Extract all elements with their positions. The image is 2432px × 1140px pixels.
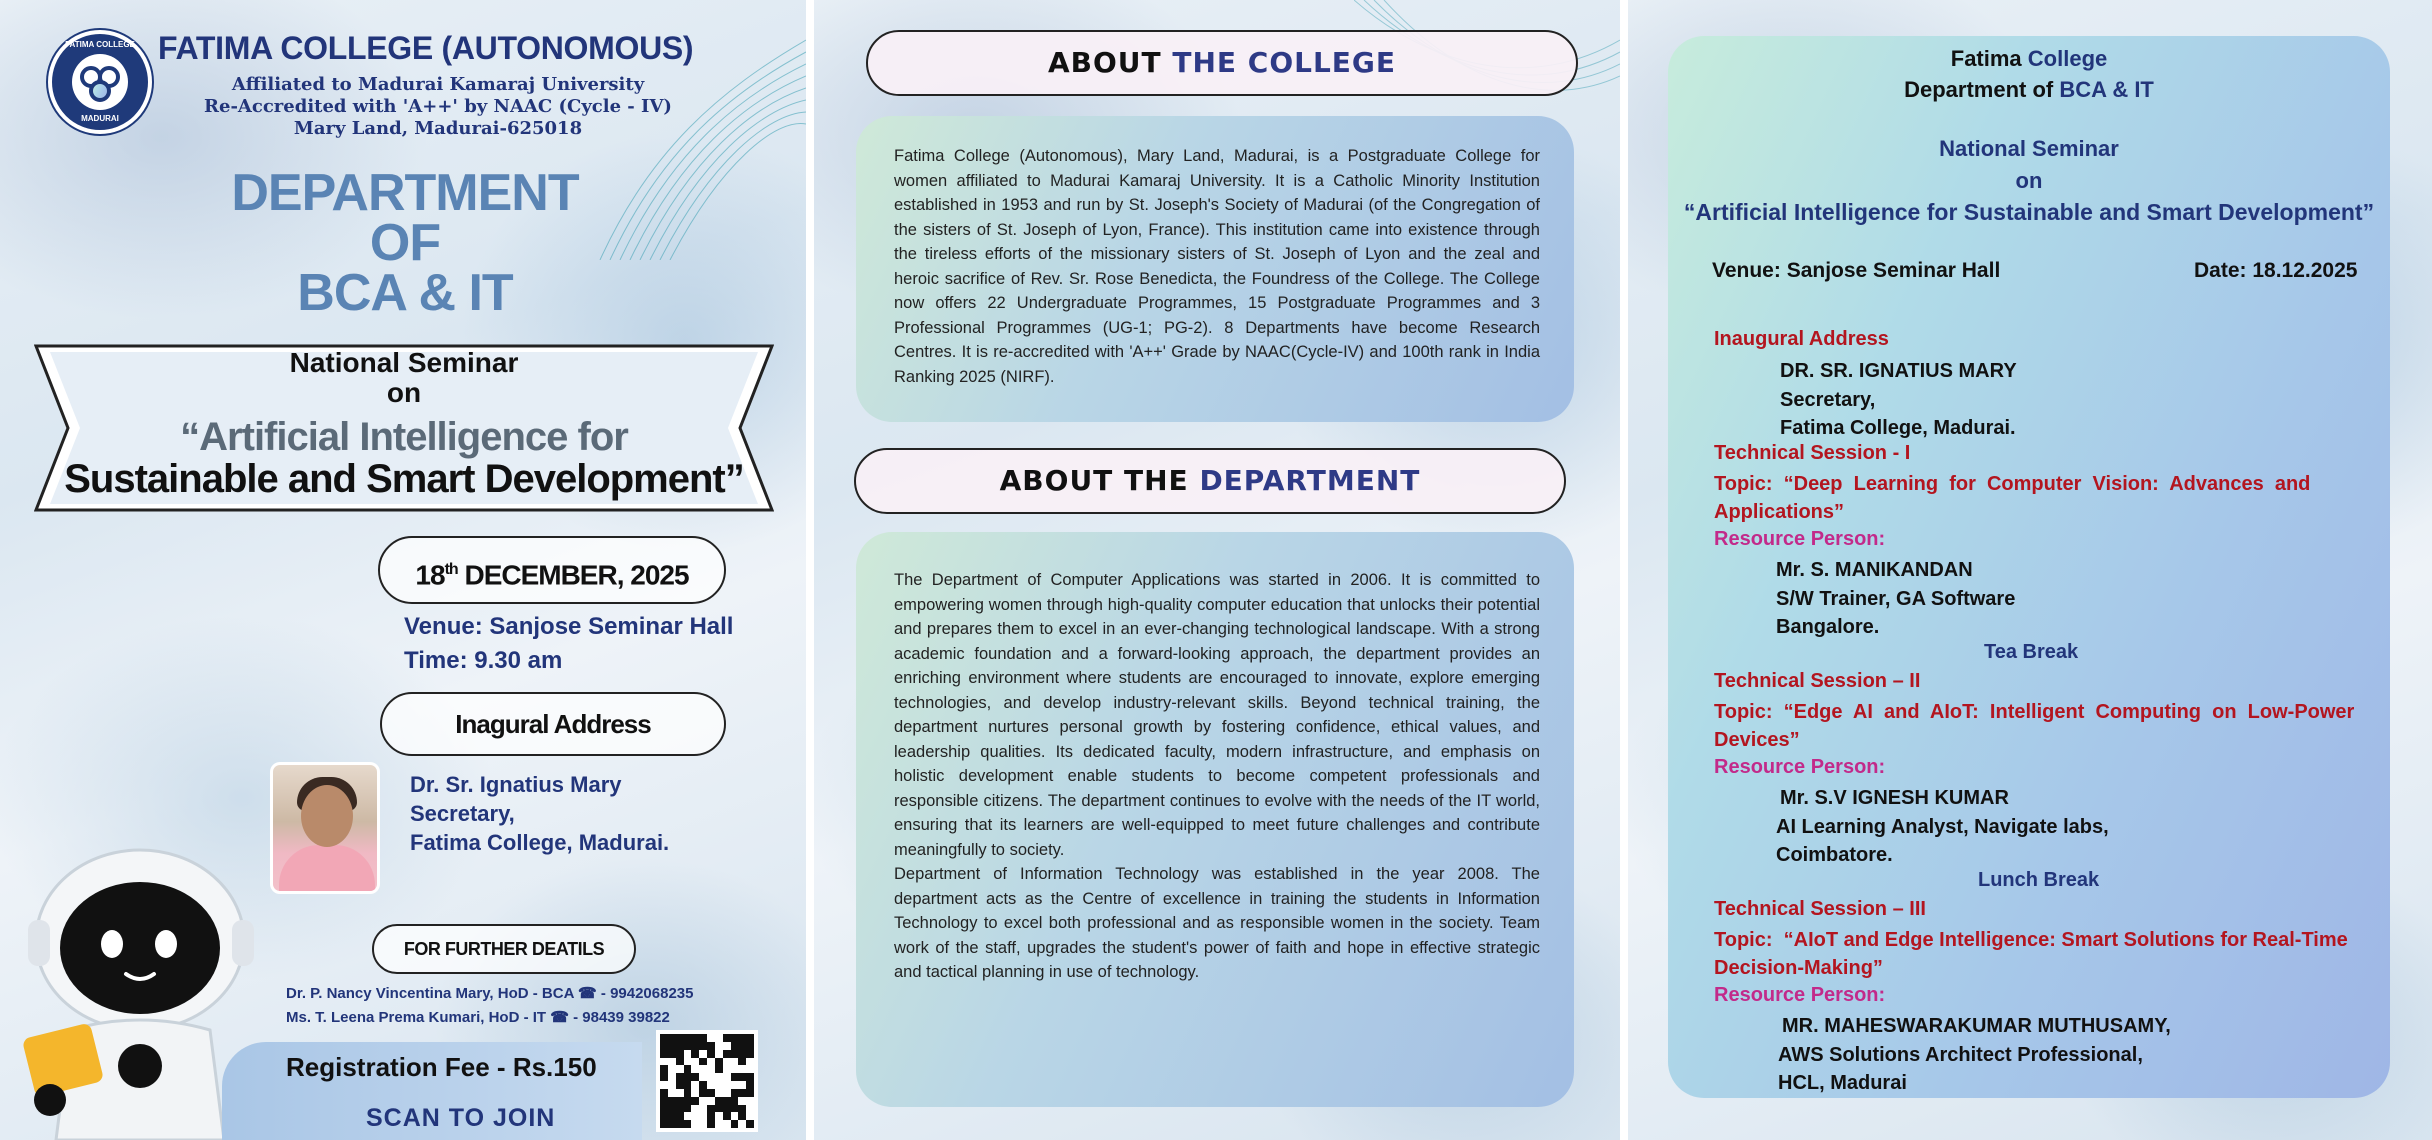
header-text: ABOUT — [1047, 46, 1173, 79]
seminar-label — [34, 348, 774, 408]
session1-topic — [1714, 470, 2394, 526]
seminar-title-line2: Sustainable and Smart Development” — [64, 457, 744, 501]
header-accent: THE COLLEGE — [1172, 46, 1397, 79]
topic-line: Decision-Making” — [1714, 957, 1883, 979]
session2-speaker — [1776, 784, 2109, 870]
speaker-line: DR. SR. IGNATIUS MARY — [1780, 360, 2017, 382]
speaker-line: Mr. S.V IGNESH KUMAR — [1780, 787, 2009, 809]
contact-bca — [286, 982, 746, 1006]
affiliation — [158, 74, 718, 140]
phone-icon: ☎ — [550, 1009, 569, 1026]
session3-topic — [1714, 926, 2394, 982]
about-department-para2: Department of Information Technology was established in the year 2008. The department acts as the Centre of excellence in training the students in Information Technology to excel both professional and as responsible women in the society. Team work of the staff, upgrades the student's power of faith and hope in effective strategic and tactical planning in use of technology. — [894, 865, 1540, 981]
speaker-line: MR. MAHESWARAKUMAR MUTHUSAMY, — [1782, 1015, 2171, 1037]
further-details-pill: FOR FURTHER DEATILS — [372, 924, 636, 974]
session2-label: Technical Session – II — [1714, 670, 1921, 692]
session2-topic — [1714, 698, 2394, 754]
college-name: FATIMA COLLEGE (AUTONOMOUS) — [158, 30, 694, 66]
logo-text-bottom: MADURAI — [81, 114, 119, 123]
affiliation-line: Re-Accredited with 'A++' by NAAC (Cycle - IV) — [204, 96, 672, 117]
speaker-line: AI Learning Analyst, Navigate labs, — [1776, 815, 2109, 838]
registration-fee: Registration Fee - Rs.150 — [286, 1052, 597, 1082]
date-day: 18 — [415, 559, 445, 591]
session1-label: Technical Session - I — [1714, 442, 1911, 464]
session1-rp-label: Resource Person: — [1714, 528, 1886, 550]
about-college-header — [866, 30, 1578, 96]
session1-speaker — [1776, 556, 2015, 642]
venue-time — [404, 610, 784, 678]
speaker-line: Coimbatore. — [1776, 844, 1893, 866]
date-pill — [378, 536, 726, 604]
session3-label: Technical Session – III — [1714, 898, 1926, 920]
tea-break: Tea Break — [1984, 641, 2079, 663]
seminar-on-text: on — [386, 377, 422, 408]
date-text: Date: 18.12.2025 — [2194, 259, 2358, 282]
department-heading — [190, 164, 620, 322]
college-line — [1668, 46, 2390, 72]
phone-icon: ☎ — [578, 985, 597, 1002]
department-line — [1668, 77, 2390, 103]
date-rest: DECEMBER, 2025 — [457, 559, 689, 591]
department-line: OF — [369, 214, 441, 272]
about-college-text: Fatima College (Autonomous), Mary Land, Madurai, is a Postgraduate College for women affiliated to Madurai Kamaraj University. It is a Catholic Minority Institution established in 1953 and run by St. Joseph's Society of Madurai (of the Congregation of the sisters of St. Joseph of Lyon, France). This institution came into existence through the tireless efforts of the missionary sisters of St. Joseph of Lyon and the zeal and heroic sacrifice of Rev. Sr. Rose Benedicta, the Foundress of the College. The College now offers 22 Undergraduate Programmes, 15 Postgraduate Programmes and 3 Professional Programmes (UG-1; PG-2). 8 Departments have become Research Centres. It is re-accredited with 'A++' Grade by NAAC(Cycle-IV) and 100th rank in India Ranking 2025 (NIRF). — [894, 147, 1540, 386]
speaker-line: Fatima College, Madurai. — [1780, 417, 2016, 439]
contact-phone[interactable]: 9942068235 — [610, 985, 694, 1002]
about-department-text — [894, 568, 1540, 985]
speaker-line: Fatima College, Madurai. — [410, 830, 670, 855]
speaker-photo — [270, 762, 380, 894]
speaker-line: S/W Trainer, GA Software — [1776, 587, 2016, 610]
speaker-line: HCL, Madurai — [1778, 1072, 1907, 1094]
inaugural-label: Inaugural Address — [1714, 328, 1889, 350]
inaugural-speaker — [1780, 357, 2017, 443]
affiliation-line: Affiliated to Madurai Kamaraj University — [231, 74, 645, 95]
seminar-label-text: National Seminar — [289, 347, 519, 378]
contact-phone[interactable]: 98439 39822 — [582, 1009, 670, 1026]
seminar-label: National Seminar — [1939, 136, 2119, 161]
contact-name: Ms. T. Leena Prema Kumari, HoD - IT — [286, 1009, 547, 1026]
header-accent: DEPARTMENT — [1199, 464, 1421, 497]
department-line: BCA & IT — [297, 264, 513, 322]
logo-text-top: FATIMA COLLEGE — [65, 40, 135, 49]
left-brochure-page — [0, 0, 806, 1140]
header-text: ABOUT THE — [999, 464, 1200, 497]
contact-it — [286, 1006, 746, 1030]
college-logo — [48, 30, 152, 134]
topic-line: Applications” — [1714, 501, 1845, 523]
contact-name: Dr. P. Nancy Vincentina Mary, HoD - BCA — [286, 985, 574, 1002]
seminar-title-line1: “Artificial Intelligence for — [180, 415, 628, 459]
session2-rp-label: Resource Person: — [1714, 756, 1886, 778]
speaker-line: Secretary, — [410, 801, 515, 826]
about-department-header — [854, 448, 1566, 514]
topic-line: Topic: “AIoT and Edge Intelligence: Smart Solutions for Real-Time — [1714, 929, 2348, 951]
venue-text: Venue: Sanjose Seminar Hall — [404, 613, 734, 640]
seminar-title — [34, 416, 774, 500]
seminar-on: on — [2015, 168, 2043, 193]
session3-speaker — [1778, 1012, 2171, 1098]
scan-to-join: SCAN TO JOIN — [366, 1104, 556, 1132]
speaker-details — [410, 770, 730, 857]
speaker-line: Mr. S. MANIKANDAN — [1776, 559, 1973, 581]
college-text: Fatima — [1950, 46, 2028, 71]
inaugural-pill: Inagural Address — [380, 692, 726, 756]
middle-brochure-page — [814, 0, 1620, 1140]
topic-line: Devices” — [1714, 729, 1800, 751]
speaker-line: Secretary, — [1780, 388, 1876, 411]
speaker-line: AWS Solutions Architect Professional, — [1778, 1043, 2143, 1066]
session3-rp-label: Resource Person: — [1714, 984, 1886, 1006]
time-text: Time: 9.30 am — [404, 647, 563, 674]
speaker-line: Bangalore. — [1776, 616, 1880, 638]
date-suffix: th — [444, 561, 458, 578]
speaker-line: Dr. Sr. Ignatius Mary — [410, 772, 622, 797]
seminar-title: “Artificial Intelligence for Sustainable and Smart Development” — [1683, 199, 2375, 225]
department-accent: BCA & IT — [2059, 77, 2154, 102]
topic-line: Topic: “Edge AI and AIoT: Intelligent Computing on Low-Power — [1714, 701, 2355, 723]
affiliation-line: Mary Land, Madurai-625018 — [293, 118, 583, 139]
venue-text: Venue: Sanjose Seminar Hall — [1712, 259, 2001, 282]
right-brochure-page — [1628, 0, 2432, 1140]
contact-separator: - — [596, 985, 611, 1002]
contact-separator: - — [568, 1009, 583, 1026]
department-line: DEPARTMENT — [231, 164, 579, 222]
about-department-para1: The Department of Computer Applications was started in 2006. It is committed to empowering women through high-quality computer education that unlocks their potential and prepares them to excel in an ever-changing technological landscape. With a strong academic foundation and a forward-looking approach, the department provides an enriching environment where students are encouraged to innovate, explore emerging technologies, and develop industry-relevant skills. Beyond technical training, the department nurtures personal growth by fostering confidence, ethical values, and leadership qualities. Its dedicated faculty, modern infrastructure, and emphasis on holistic development enable students to become competent professionals and responsible citizens. The department continues to evolve with the needs of the IT world, ensuring that its learners are well-equipped to meet future challenges and contribute meaningfully to society. — [894, 571, 1540, 859]
lunch-break: Lunch Break — [1978, 869, 2100, 891]
contact-list — [286, 982, 746, 1030]
department-text: Department of — [1904, 77, 2060, 102]
college-accent: College — [2027, 46, 2108, 71]
topic-line: Topic: “Deep Learning for Computer Vision: Advances and — [1714, 473, 2311, 495]
qr-code-icon[interactable] — [656, 1030, 758, 1132]
